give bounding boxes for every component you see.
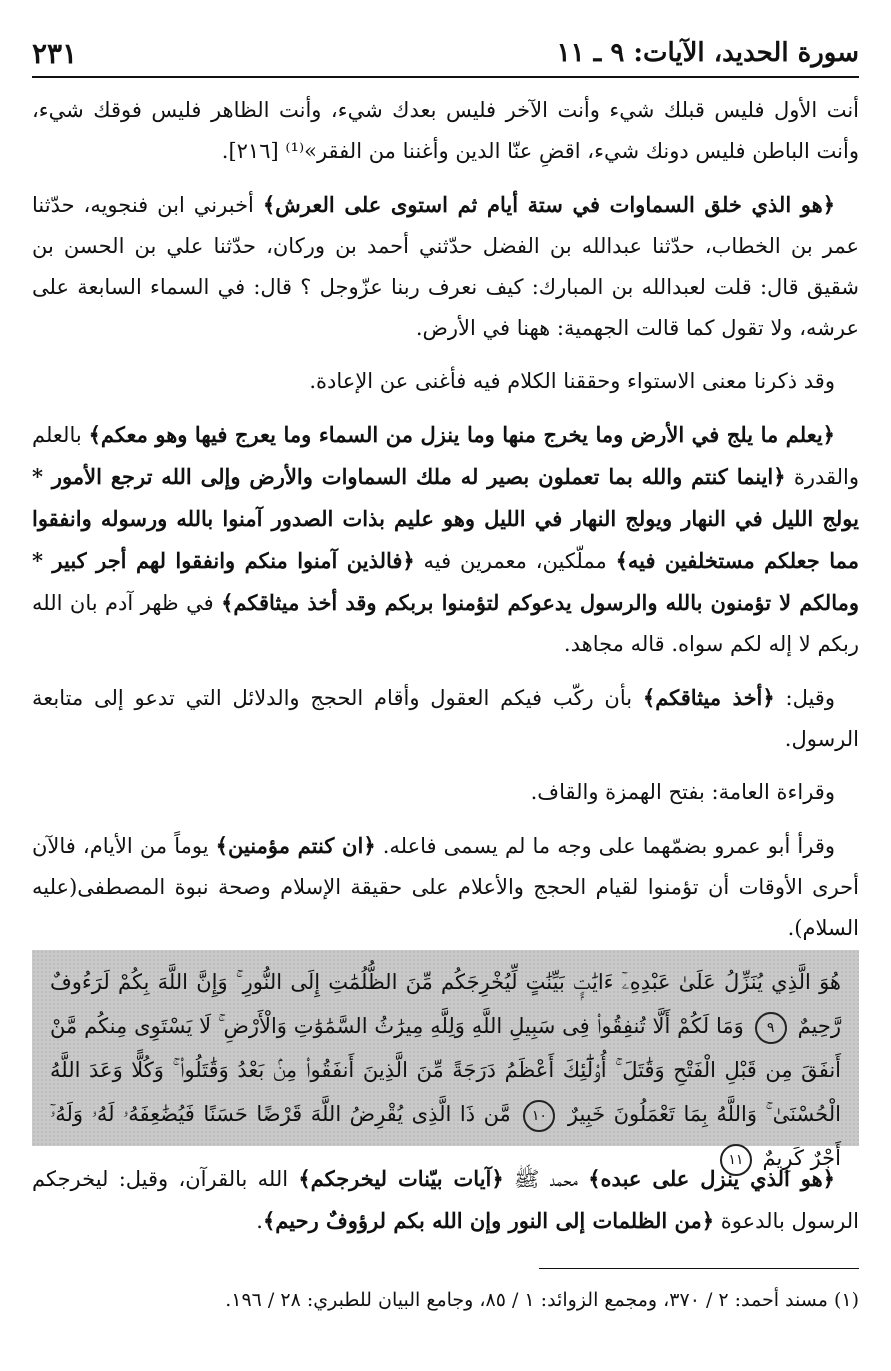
quran-verse: هُوَ الَّذِي يُنَزِّلُ عَلَىٰ عَبْدِهِۦٓ ءَايَٰتٍۭ بَيِّنَٰتٍ لِّيُخْرِجَكُم مِّنَ الظُّلُمَٰتِ إِلَى النُّورِ ۚ وَإِنَّ اللَّهَ بِكُمْ لَرَءُوفٌ رَّحِيمٌ [50, 970, 841, 1038]
paragraph [32, 414, 859, 665]
verse-quote: ﴿من الظلمات إلى النور وإن الله بكم لرؤوفٌ رحيم﴾ [262, 1208, 715, 1233]
main-text [32, 90, 859, 961]
paragraph [32, 772, 859, 813]
verse-quote: ﴿هو الذي ينزل على عبده﴾ [588, 1166, 835, 1191]
page-number: ٢٣١ [32, 36, 78, 70]
paragraph [32, 361, 859, 402]
paragraph-text: وقرأ أبو عمرو بضمّهما على وجه ما لم يسمى فاعله. [375, 834, 835, 858]
paragraph [32, 677, 859, 760]
verse-quote: ﴿يعلم ما يلج في الأرض وما يخرج منها وما ينزل من السماء وما يعرج فيها وهو معكم﴾ [88, 422, 835, 447]
footnote: (١) مسند أحمد: ٢ / ٣٧٠، ومجمع الزوائد: ١ / ٨٥، وجامع البيان للطبري: ٢٨ / ١٩٦. [225, 1289, 859, 1311]
verse-quote: ﴿اينما كنتم والله بما تعملون بصير له ملك السماوات والأرض وإلى الله ترجع الأمور * يولج الليل في النهار ويولج النهار في الليل وهو عليم بذات الصدور آمنوا بالله ورسوله وانفقوا مما جعلكم مستخلفين فيه﴾ [32, 464, 860, 573]
verse-quote: ﴿أخذ ميثاقكم﴾ [642, 685, 775, 710]
ayah-number-marker: ٩ [755, 1012, 787, 1044]
paragraph-text: . [256, 1209, 263, 1233]
paragraph-text: محمد ﷺ [503, 1167, 589, 1191]
quran-verse: مَّن ذَا الَّذِى يُقْرِضُ اللَّهَ قَرْضًا حَسَنًا فَيُضَٰعِفَهُۥ لَهُۥ وَلَهُۥٓ أَجْرٌ كَرِيمٌ [50, 1102, 841, 1170]
paragraph-text: وقراءة العامة: بفتح الهمزة والقاف. [530, 780, 835, 804]
footnote-divider [539, 1268, 859, 1269]
paragraph-text: أنت الأول فليس قبلك شيء وأنت الآخر فليس بعدك شيء، وأنت الظاهر فليس فوقك شيء، وأنت الباطن فليس دونك شيء، اقضِ عنّا الدين وأغننا من الفقر»⁽¹⁾ [٢١٦]. [32, 98, 859, 163]
paragraph [32, 184, 859, 349]
verse-quote: ﴿فالذين آمنوا منكم وانفقوا لهم أجر كبير * ومالكم لا تؤمنون بالله والرسول يدعوكم لتؤمنوا بربكم وقد أخذ ميثاقكم﴾ [32, 548, 859, 615]
ayah-number-marker: ١٠ [523, 1100, 555, 1132]
verse-quote: ﴿آيات بيّنات ليخرجكم﴾ [298, 1166, 504, 1191]
commentary-text [32, 1158, 859, 1242]
verse-quote: ﴿ان كنتم مؤمنين﴾ [215, 833, 376, 858]
paragraph [32, 825, 859, 949]
quran-verse: وَمَا لَكُمْ أَلَّا تُنفِقُوا۟ فِى سَبِيلِ اللَّهِ وَلِلَّهِ مِيرَٰثُ السَّمَٰوَٰتِ وَالْأَرْضِ ۚ لَا يَسْتَوِى مِنكُم مَّنْ أَنفَقَ مِن قَبْلِ الْفَتْحِ وَقَٰتَلَ ۚ أُو۟لَٰٓئِكَ أَعْظَمُ دَرَجَةً مِّنَ الَّذِينَ أَنفَقُوا۟ مِنۢ بَعْدُ وَقَٰتَلُوا۟ ۚ وَكُلًّا وَعَدَ اللَّهُ الْحُسْنَىٰ ۚ وَاللَّهُ بِمَا تَعْمَلُونَ خَبِيرٌ [50, 1014, 841, 1126]
paragraph-text: في ظهر آدم بان الله ربكم لا إله لكم سواه. قاله مجاهد. [32, 591, 859, 656]
paragraph-text: بأن ركّب فيكم العقول وأقام الحجج والدلائل التي تدعو إلى متابعة الرسول. [32, 686, 859, 751]
paragraph-text: أخبرني ابن فنجويه، حدّثنا عمر بن الخطاب، حدّثنا عبدالله بن الفضل حدّثني أحمد بن وركان، حدّثنا علي بن الحسن بن شقيق قال: قلت لعبدالله بن المبارك: كيف نعرف ربنا عزّوجل ؟ قال: في السماء السابعة على عرشه، ولا تقول كما قالت الجهمية: ههنا في الأرض. [32, 193, 859, 340]
quran-verses-box [32, 950, 859, 1170]
verse-quote: ﴿هو الذي خلق السماوات في ستة أيام ثم استوى على العرش﴾ [262, 192, 835, 217]
paragraph-text: وقيل: [774, 686, 835, 710]
paragraph-text: بالعلم والقدرة [32, 423, 859, 489]
paragraph-text: وقد ذكرنا معنى الاستواء وحققنا الكلام فيه فأغنى عن الإعادة. [309, 369, 835, 393]
ayah-number-marker: ١١ [720, 1144, 752, 1176]
paragraph-text: يوماً من الأيام، فالآن أحرى الأوقات أن تؤمنوا لقيام الحجج والأعلام على حقيقة الإسلام وصحة نبوة المصطفى(عليه السلام). [32, 834, 859, 940]
paragraph-text: مملّكين، معمرين فيه [414, 549, 616, 573]
paragraph [32, 90, 859, 172]
paragraph-text: الله بالقرآن، وقيل: ليخرجكم الرسول بالدعوة [32, 1167, 859, 1233]
surah-title: سورة الحديد، الآيات: ٩ ـ ١١ [556, 38, 859, 68]
page-header [32, 30, 859, 78]
